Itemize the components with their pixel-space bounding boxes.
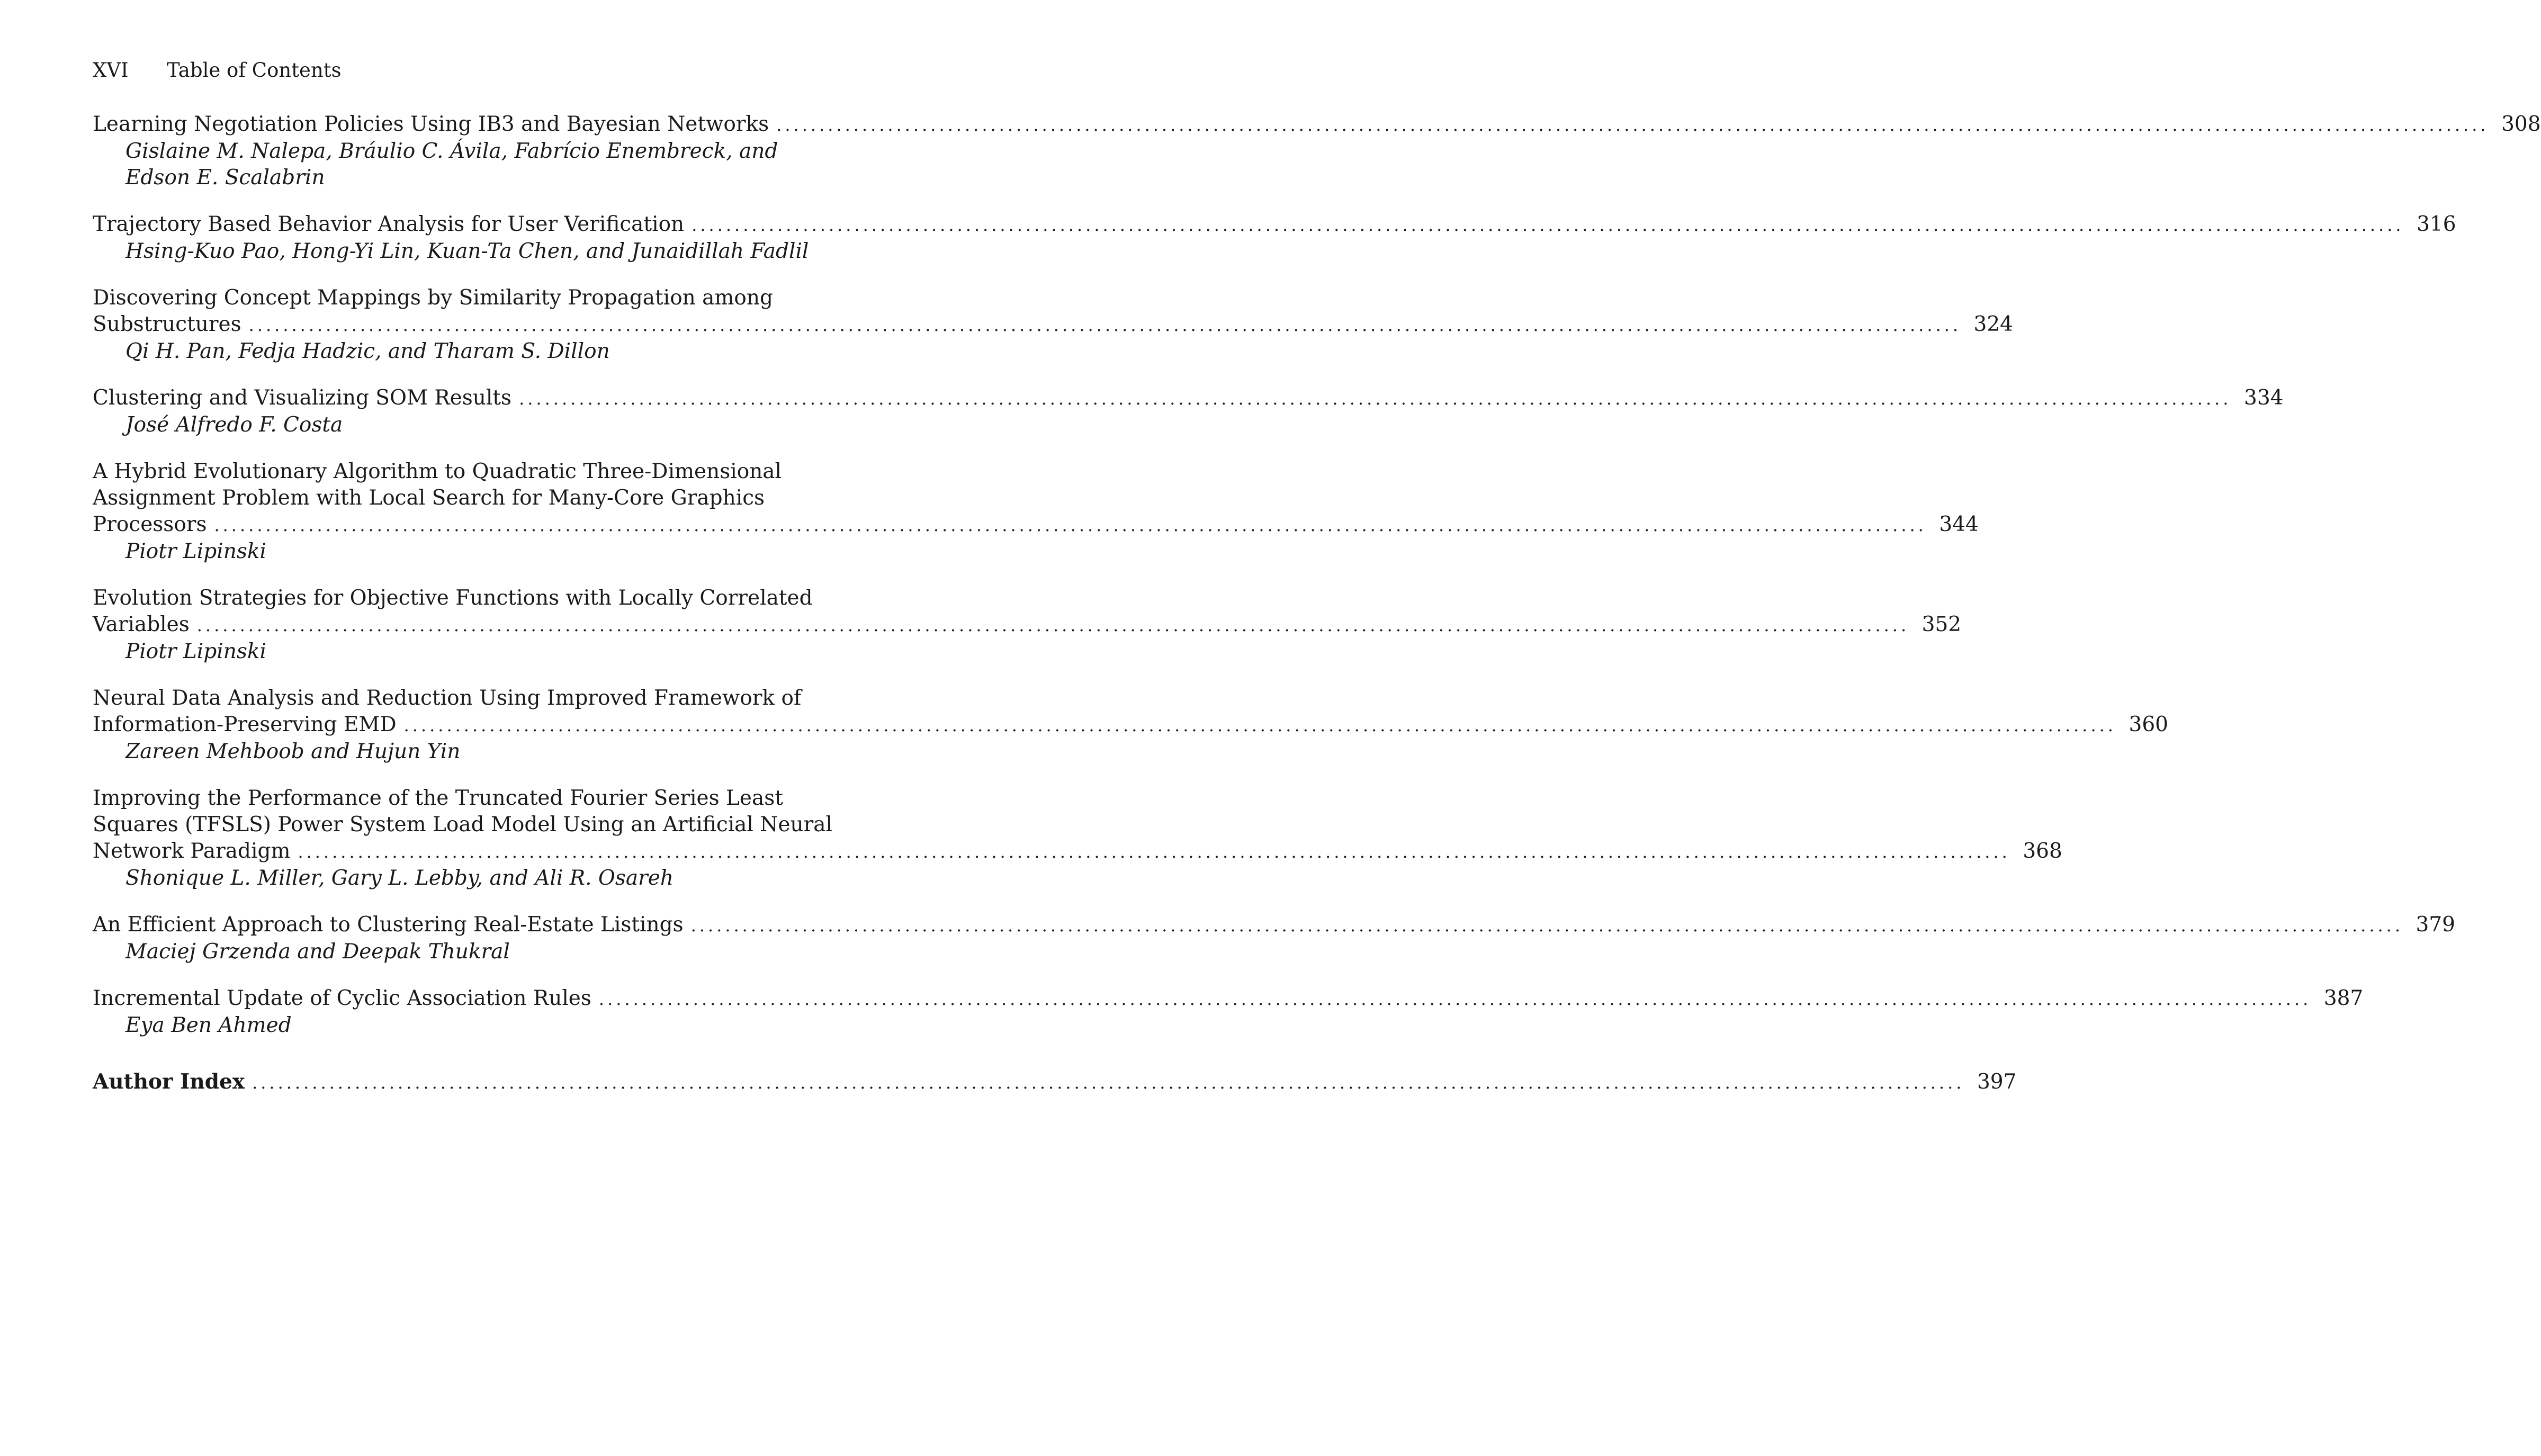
entry-title-last-line bbox=[93, 511, 1979, 538]
entry-title bbox=[93, 285, 855, 311]
page-number: 316 bbox=[2417, 212, 2456, 236]
entry-title-last-line bbox=[93, 612, 1962, 639]
toc-entry[interactable] bbox=[93, 685, 2168, 765]
running-header bbox=[93, 57, 342, 84]
entry-authors bbox=[93, 639, 855, 665]
entry-title-last-line bbox=[93, 838, 2062, 865]
author-line: Gislaine M. Nalepa, Bráulio C. Ávila, Fabrício Enembreck, and bbox=[125, 139, 778, 163]
entry-title-last-line bbox=[93, 211, 2456, 238]
entry-title-text: Learning Negotiation Policies Using IB3 and Bayesian Networks bbox=[93, 112, 769, 136]
entry-title bbox=[93, 685, 855, 712]
table-of-contents bbox=[93, 111, 2541, 1116]
page-number: 368 bbox=[2023, 839, 2062, 863]
toc-entry[interactable] bbox=[93, 912, 2455, 965]
author-line: Zareen Mehboob and Hujun Yin bbox=[125, 740, 461, 763]
entry-title-last-line bbox=[93, 385, 2284, 412]
entry-authors bbox=[93, 538, 855, 565]
toc-entry[interactable] bbox=[93, 211, 2456, 265]
entry-title-line: A Hybrid Evolutionary Algorithm to Quadratic Three-Dimensional bbox=[93, 460, 782, 483]
entry-title-text: Variables bbox=[93, 613, 190, 636]
entry-authors bbox=[93, 238, 855, 265]
toc-entry[interactable] bbox=[93, 385, 2284, 438]
page-number: 344 bbox=[1939, 513, 1979, 536]
author-line: Maciej Grzenda and Deepak Thukral bbox=[125, 940, 510, 964]
leader-dots: ........................................................................................................................................................................................................ bbox=[214, 515, 1927, 535]
entry-title-text: Network Paradigm bbox=[93, 839, 291, 863]
entry-authors bbox=[93, 338, 855, 365]
author-line: Piotr Lipinski bbox=[125, 540, 266, 563]
entry-title-line: Evolution Strategies for Objective Functions with Locally Correlated bbox=[93, 586, 813, 610]
entry-title-last-line bbox=[93, 111, 2541, 138]
entry-title-text: Processors bbox=[93, 513, 207, 536]
leader-dots: ........................................................................................................................................................................................................ bbox=[692, 215, 2404, 235]
entry-authors bbox=[93, 1012, 855, 1039]
leader-dots: ........................................................................................................................................................................................................ bbox=[252, 1073, 1965, 1093]
page-number: 387 bbox=[2323, 986, 2364, 1010]
author-line: Eya Ben Ahmed bbox=[125, 1013, 292, 1037]
entry-title-last-line bbox=[93, 912, 2455, 939]
author-line: Shonique L. Miller, Gary L. Lebby, and Ali R. Osareh bbox=[125, 866, 674, 890]
leader-dots: ........................................................................................................................................................................................................ bbox=[690, 915, 2403, 936]
entry-title-text: Clustering and Visualizing SOM Results bbox=[93, 386, 512, 410]
leader-dots: ........................................................................................................................................................................................................ bbox=[519, 389, 2232, 409]
toc-entry[interactable] bbox=[93, 459, 1979, 565]
entry-title-text: Information-Preserving EMD bbox=[93, 713, 397, 736]
author-index-entry[interactable] bbox=[93, 1068, 2017, 1096]
entry-title-line: Assignment Problem with Local Search for Many-Core Graphics bbox=[93, 486, 765, 510]
toc-entry[interactable] bbox=[93, 111, 2541, 191]
author-index-label: Author Index bbox=[93, 1069, 245, 1094]
entry-authors bbox=[93, 412, 855, 438]
entry-title-text: An Efficient Approach to Clustering Real-Estate Listings bbox=[93, 913, 684, 937]
author-index-line bbox=[93, 1068, 2017, 1096]
page-number: 334 bbox=[2244, 386, 2284, 410]
entry-title bbox=[93, 459, 855, 511]
author-line: Hsing-Kuo Pao, Hong-Yi Lin, Kuan-Ta Chen, and Junaidillah Fadlil bbox=[125, 239, 809, 263]
entry-authors bbox=[93, 739, 855, 765]
toc-entry[interactable] bbox=[93, 985, 2364, 1039]
author-line: Qi H. Pan, Fedja Hadzic, and Tharam S. Dillon bbox=[125, 339, 610, 363]
entry-title-last-line bbox=[93, 311, 2013, 338]
entry-title-text: Trajectory Based Behavior Analysis for User Verification bbox=[93, 212, 685, 236]
author-line: Piotr Lipinski bbox=[125, 640, 266, 663]
page-number: 352 bbox=[1922, 613, 1962, 636]
entry-title-last-line bbox=[93, 985, 2364, 1012]
leader-dots: ........................................................................................................................................................................................................ bbox=[196, 615, 1910, 635]
entry-title-text: Incremental Update of Cyclic Association Rules bbox=[93, 986, 591, 1010]
leader-dots: ........................................................................................................................................................................................................ bbox=[598, 989, 2312, 1009]
author-line: Edson E. Scalabrin bbox=[125, 166, 325, 190]
page-number: 360 bbox=[2129, 713, 2168, 736]
entry-authors bbox=[93, 138, 855, 191]
leader-dots: ........................................................................................................................................................................................................ bbox=[776, 115, 2489, 135]
entry-title bbox=[93, 785, 855, 838]
leader-dots: ........................................................................................................................................................................................................ bbox=[298, 842, 2010, 862]
toc-entry[interactable] bbox=[93, 585, 1962, 665]
entry-authors bbox=[93, 939, 855, 965]
entry-title bbox=[93, 585, 855, 612]
toc-entry[interactable] bbox=[93, 285, 2013, 365]
entry-title-line: Improving the Performance of the Truncated Fourier Series Least bbox=[93, 786, 783, 810]
page-number: 324 bbox=[1973, 312, 2013, 336]
page-numeral: XVI bbox=[93, 59, 129, 82]
author-line: José Alfredo F. Costa bbox=[125, 413, 343, 437]
running-title: Table of Contents bbox=[167, 59, 342, 82]
entry-title-last-line bbox=[93, 712, 2168, 739]
leader-dots: ........................................................................................................................................................................................................ bbox=[248, 315, 1961, 335]
page-number: 308 bbox=[2501, 112, 2541, 136]
author-index-page: 397 bbox=[1977, 1070, 2017, 1094]
entry-title-text: Substructures bbox=[93, 312, 241, 336]
entry-authors bbox=[93, 865, 855, 892]
entry-title-line: Discovering Concept Mappings by Similarity Propagation among bbox=[93, 286, 773, 310]
leader-dots: ........................................................................................................................................................................................................ bbox=[403, 715, 2116, 735]
toc-entry[interactable] bbox=[93, 785, 2062, 892]
page-number: 379 bbox=[2416, 913, 2455, 937]
entry-title-line: Neural Data Analysis and Reduction Using Improved Framework of bbox=[93, 686, 802, 710]
entry-title-line: Squares (TFSLS) Power System Load Model Using an Artificial Neural bbox=[93, 813, 832, 837]
